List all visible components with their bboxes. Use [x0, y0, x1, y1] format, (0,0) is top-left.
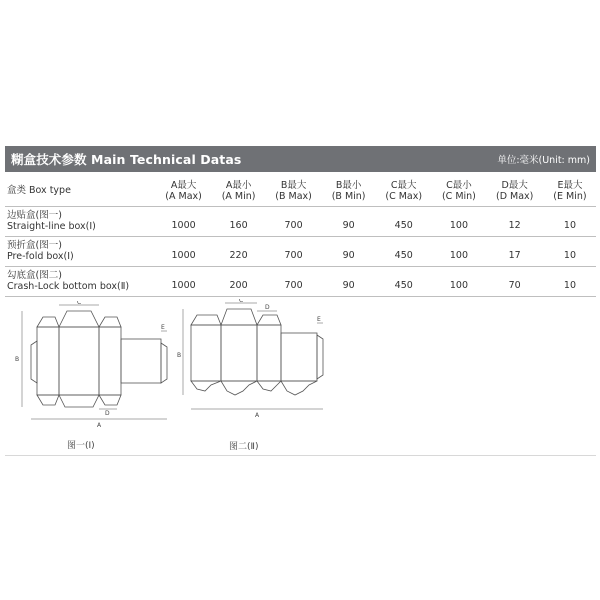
dim-label-c: C	[77, 301, 82, 306]
table-header-row	[5, 176, 596, 206]
dim-label-e: E	[161, 324, 165, 331]
dieline-panel	[37, 327, 59, 395]
dieline-flap	[257, 315, 281, 325]
table-row	[5, 236, 596, 266]
unit-label: 单位:毫米(Unit: mm)	[497, 155, 590, 166]
value-cell: 200	[212, 266, 265, 296]
value-cell: 100	[432, 206, 485, 236]
dieline-panel	[121, 339, 161, 383]
technical-data-sheet	[5, 146, 596, 456]
dim-label-d: D	[265, 304, 270, 311]
value-cell: 220	[212, 236, 265, 266]
dieline-tab	[31, 341, 37, 383]
table-row	[5, 206, 596, 236]
dieline-flap	[59, 395, 99, 407]
dieline-lock-bottom	[191, 381, 221, 391]
dieline-flap	[59, 311, 99, 327]
box-type-en: Pre-fold box(Ⅰ)	[7, 251, 74, 262]
value-cell: 17	[485, 236, 543, 266]
dim-label-b: B	[177, 352, 182, 359]
dim-label-d: D	[105, 410, 110, 417]
value-cell: 450	[375, 266, 432, 296]
dieline-glue-flap	[161, 343, 167, 383]
dieline-panel	[257, 325, 281, 381]
dim-label-a: A	[255, 412, 260, 419]
column-header: B最大 (B Max)	[265, 176, 322, 206]
value-cell: 10	[544, 236, 596, 266]
value-cell: 12	[485, 206, 543, 236]
figure-2-dieline	[177, 299, 332, 429]
dieline-lock-bottom	[221, 381, 257, 395]
dieline-lock-bottom	[257, 381, 281, 391]
value-cell: 100	[432, 266, 485, 296]
section-title: 糊盒技术参数 Main Technical Datas	[11, 152, 242, 167]
box-type-cell	[5, 236, 155, 266]
column-header: C最小 (C Min)	[432, 176, 485, 206]
dieline-panel	[59, 327, 99, 395]
dieline-panel	[281, 333, 317, 381]
box-type-en: Crash-Lock bottom box(Ⅱ)	[7, 281, 130, 292]
dieline-flap	[99, 317, 121, 327]
column-header: B最小 (B Min)	[322, 176, 375, 206]
dieline-flap	[221, 309, 257, 325]
column-header: C最大 (C Max)	[375, 176, 432, 206]
value-cell: 700	[265, 266, 322, 296]
dieline-lock-bottom	[281, 381, 317, 395]
dim-label-b: B	[15, 356, 20, 363]
figure-2-caption: 图二(Ⅱ)	[229, 442, 259, 452]
box-type-cell	[5, 266, 155, 296]
box-type-cn: 预折盒(图一)	[7, 240, 62, 251]
column-header: A最大 (A Max)	[155, 176, 212, 206]
value-cell: 100	[432, 236, 485, 266]
value-cell: 10	[544, 206, 596, 236]
dieline-panel	[191, 325, 221, 381]
value-cell: 700	[265, 206, 322, 236]
value-cell: 1000	[155, 206, 212, 236]
column-header: E最大 (E Min)	[544, 176, 596, 206]
value-cell: 450	[375, 206, 432, 236]
spec-table	[5, 176, 596, 297]
value-cell: 90	[322, 266, 375, 296]
column-header: A最小 (A Min)	[212, 176, 265, 206]
value-cell: 700	[265, 236, 322, 266]
dieline-flap	[37, 395, 59, 405]
dim-label-a: A	[97, 422, 102, 429]
value-cell: 70	[485, 266, 543, 296]
box-type-cell	[5, 206, 155, 236]
figure-1-dieline	[13, 301, 173, 431]
dieline-flap	[191, 315, 221, 325]
section-header	[5, 146, 596, 172]
dieline-panel	[99, 327, 121, 395]
dieline-panel	[221, 325, 257, 381]
dim-label-c: C	[239, 299, 244, 304]
value-cell: 450	[375, 236, 432, 266]
value-cell: 90	[322, 206, 375, 236]
value-cell: 160	[212, 206, 265, 236]
figure-1-caption: 图一(Ⅰ)	[67, 441, 95, 451]
value-cell: 90	[322, 236, 375, 266]
box-type-cn: 边贴盒(图一)	[7, 210, 62, 221]
dieline-glue-flap	[317, 335, 323, 379]
value-cell: 1000	[155, 266, 212, 296]
value-cell: 10	[544, 266, 596, 296]
dim-label-e: E	[317, 316, 321, 323]
box-type-en: Straight-line box(Ⅰ)	[7, 221, 96, 232]
box-type-cn: 勾底盒(图二)	[7, 270, 62, 281]
column-header: D最大 (D Max)	[485, 176, 543, 206]
table-row	[5, 266, 596, 296]
dieline-flap	[37, 317, 59, 327]
column-header: 盒类 Box type	[5, 176, 155, 206]
dieline-flap	[99, 395, 121, 405]
value-cell: 1000	[155, 236, 212, 266]
